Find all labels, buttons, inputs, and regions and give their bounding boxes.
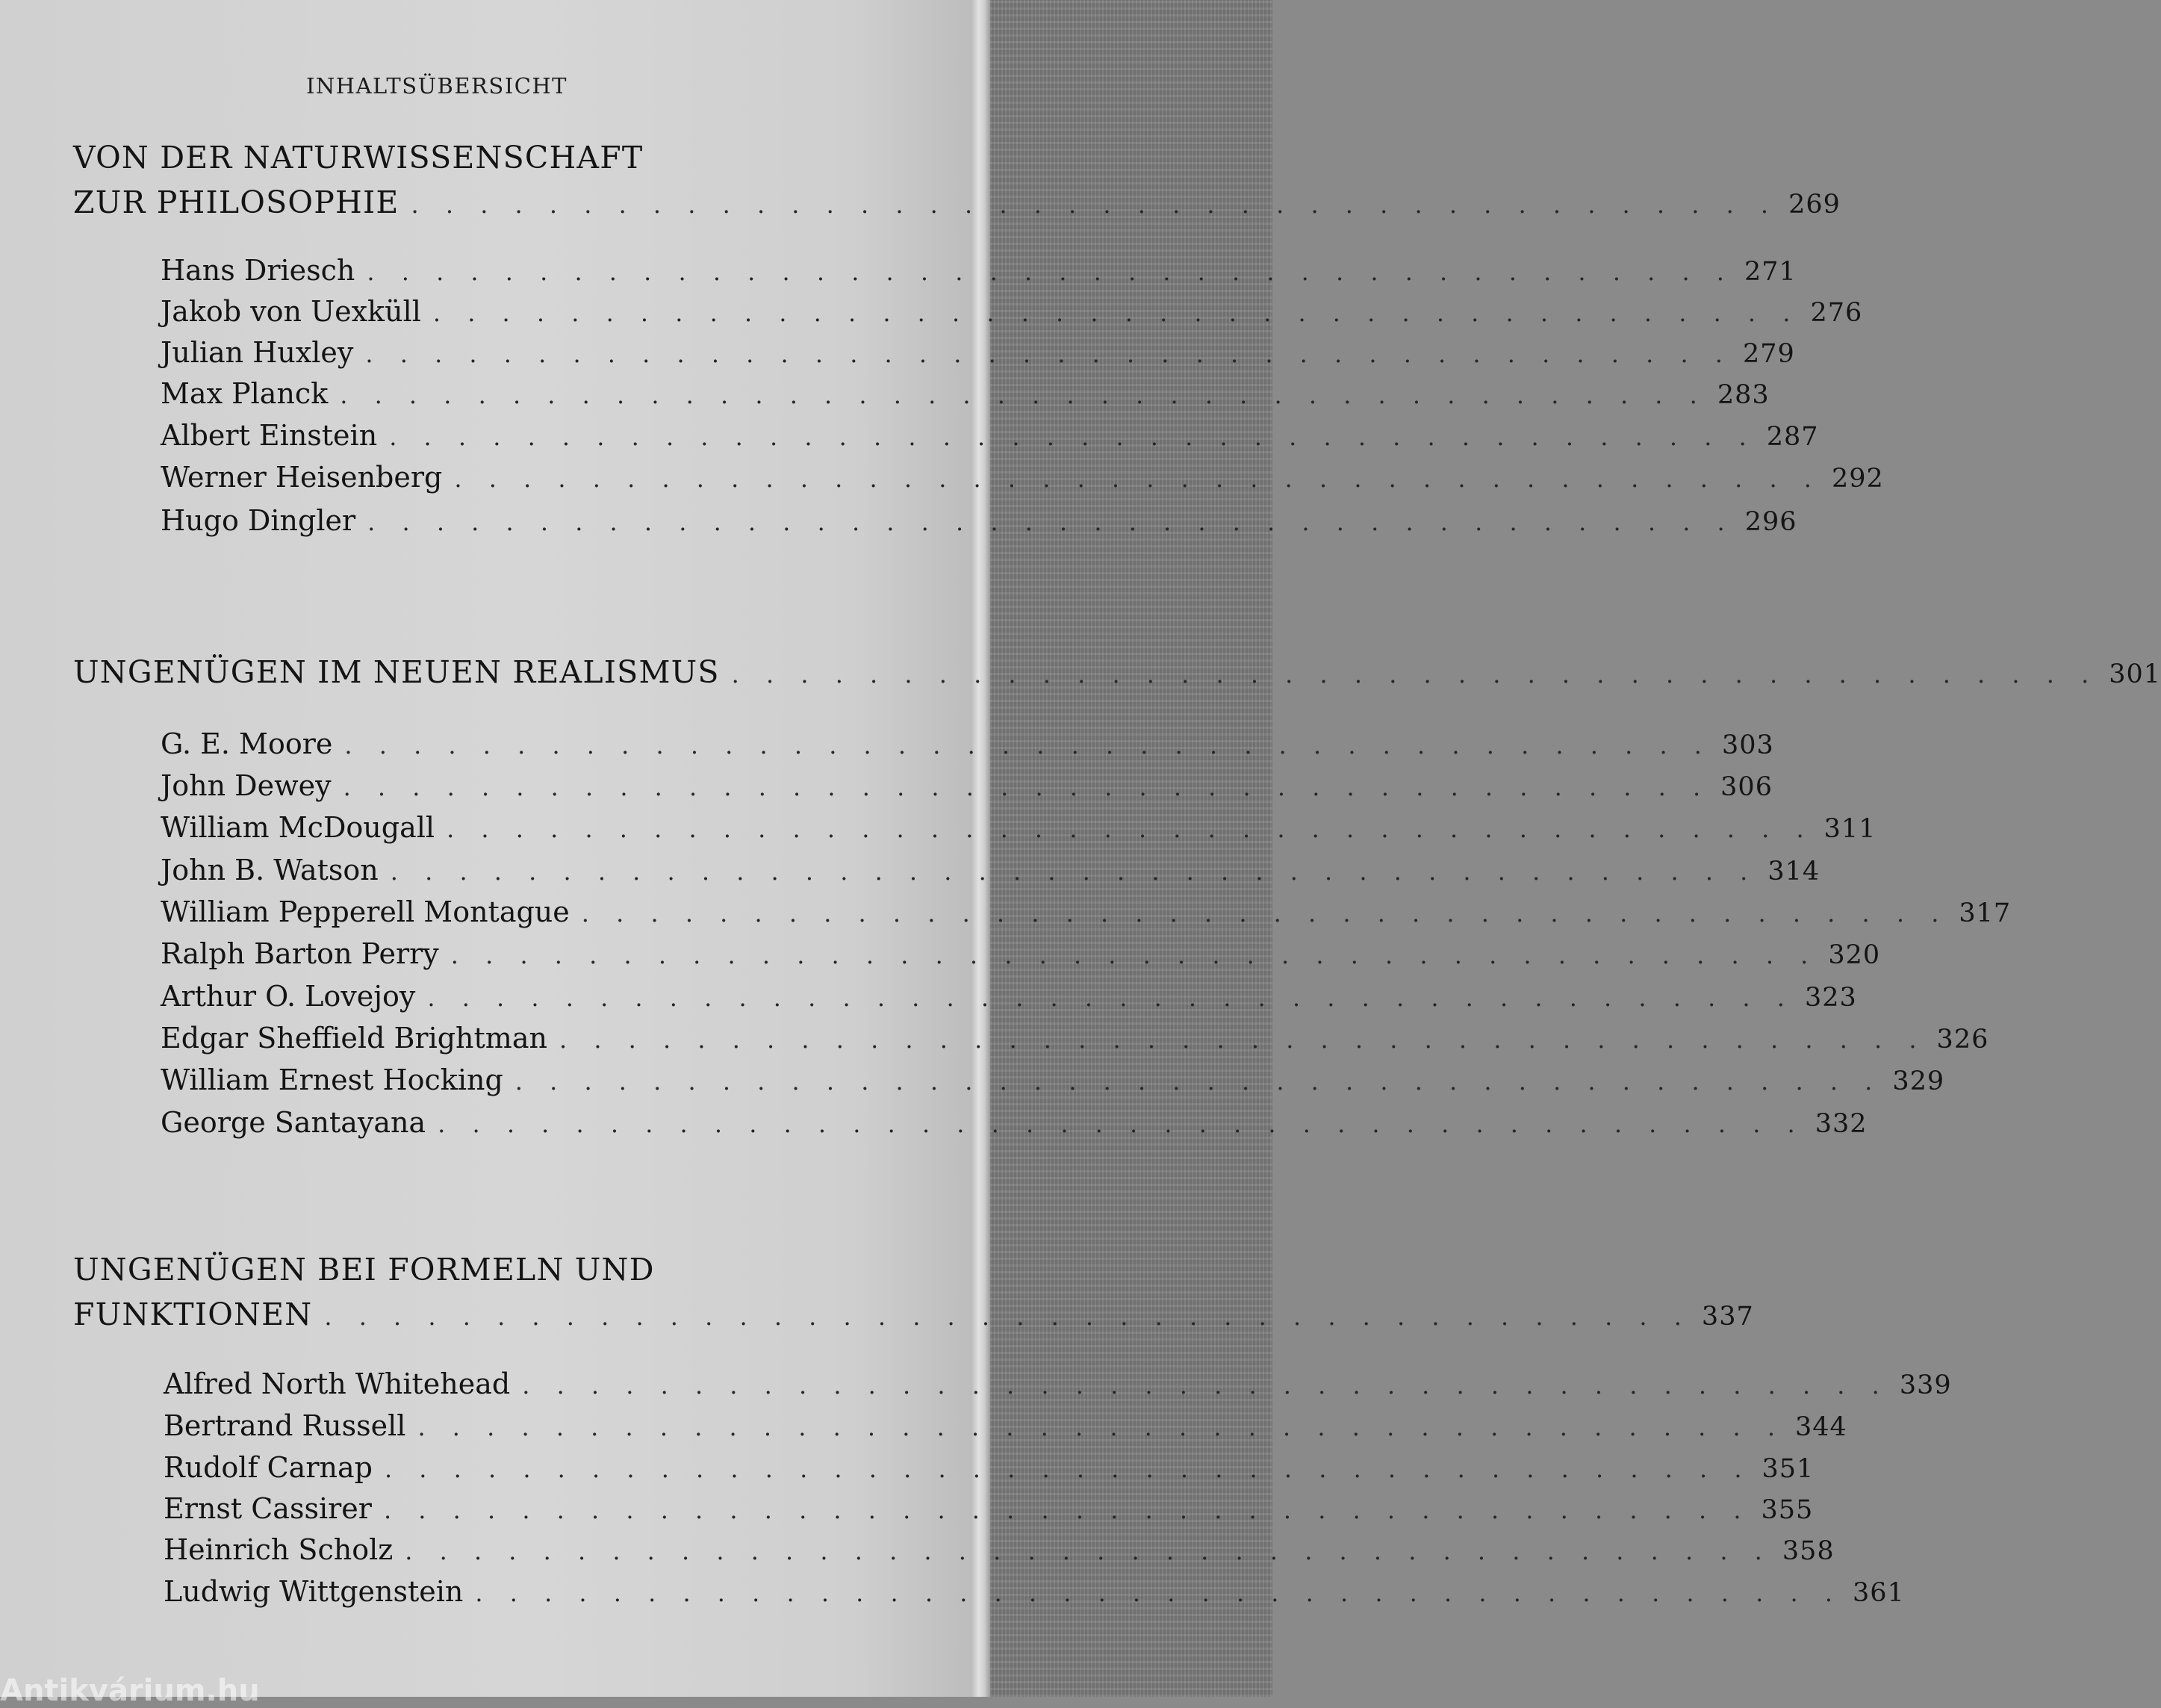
entry-name: Bertrand Russell <box>164 1409 406 1442</box>
dot-leader: . . . . . . . . . . . . . . . . . . . . . . . . . . . . . . . . . . . . . . . . <box>417 1413 1785 1441</box>
toc-entry <box>164 1575 1905 1608</box>
page-number: 344 <box>1795 1412 1847 1442</box>
toc-section-row <box>73 184 1841 220</box>
dot-leader: . . . . . . . . . . . . . . . . . . . . . . . . . . . . . . . . . . . . . . . . <box>344 731 1711 760</box>
page-number: 332 <box>1815 1109 1868 1139</box>
entry-name: Hans Driesch <box>161 254 355 287</box>
section-title-line: FUNKTIONEN <box>73 1296 313 1332</box>
entry-name: Heinrich Scholz <box>164 1533 394 1566</box>
dot-leader: . . . . . . . . . . . . . . . . . . . . . . . . . . . . . . . . . . . . . . . . <box>411 190 1779 219</box>
section-title-line: UNGENÜGEN BEI FORMELN UND <box>73 1252 655 1288</box>
toc-entry <box>161 895 2012 928</box>
dot-leader: . . . . . . . . . . . . . . . . . . . . . . . . . . . . . . . . . . . . . . . . <box>454 465 1821 493</box>
dot-leader: . . . . . . . . . . . . . . . . . . . . . . . . . . . . . . . . . . . . . . . . <box>324 1302 1691 1331</box>
toc-entry <box>164 1409 1847 1442</box>
dot-leader: . . . . . . . . . . . . . . . . . . . . . . . . . . . . . . . . . . . . . . . . <box>367 508 1735 536</box>
dot-leader: . . . . . . . . . . . . . . . . . . . . . . . . . . . . . . . . . . . . . . . . <box>514 1067 1882 1096</box>
dot-leader: . . . . . . . . . . . . . . . . . . . . . . . . . . . . . . . . . . . . . . . . <box>405 1537 1772 1565</box>
toc-entry <box>161 1063 1945 1096</box>
section-title-line: ZUR PHILOSOPHIE <box>73 184 399 220</box>
toc-entry <box>161 937 1881 970</box>
dot-leader: . . . . . . . . . . . . . . . . . . . . . . . . . . . . . . . . . . . . . . . . <box>731 660 2099 689</box>
dot-leader: . . . . . . . . . . . . . . . . . . . . . . . . . . . . . . . . . . . . . . . . <box>383 1496 1751 1524</box>
dot-leader: . . . . . . . . . . . . . . . . . . . . . . . . . . . . . . . . . . . . . . . . <box>559 1025 1927 1054</box>
dot-leader: . . . . . . . . . . . . . . . . . . . . . . . . . . . . . . . . . . . . . . . . <box>438 1110 1805 1138</box>
page-number: 339 <box>1899 1370 1952 1400</box>
entry-name: Edgar Sheffield Brightman <box>161 1022 547 1055</box>
toc-entry <box>161 295 1863 328</box>
running-head: INHALTSÜBERSICHT <box>305 73 568 99</box>
section-title-line: UNGENÜGEN IM NEUEN REALISMUS <box>73 654 720 690</box>
entry-name: Hugo Dingler <box>161 504 356 537</box>
page-number: 314 <box>1767 857 1820 886</box>
page-number: 269 <box>1788 190 1841 220</box>
dot-leader: . . . . . . . . . . . . . . . . . . . . . . . . . . . . . . . . . . . . . . . . <box>367 258 1734 286</box>
entry-name: Werner Heisenberg <box>161 461 443 494</box>
page-edge <box>971 0 990 1697</box>
toc-entry <box>164 1451 1815 1484</box>
toc-entry <box>161 854 1820 886</box>
entry-name: Albert Einstein <box>161 419 378 452</box>
entry-name: Arthur O. Lovejoy <box>161 980 416 1013</box>
toc-entry <box>161 254 1797 287</box>
page-number: 358 <box>1782 1536 1835 1566</box>
entry-name: William McDougall <box>161 811 435 844</box>
toc-entry <box>161 336 1795 369</box>
page-number: 320 <box>1828 940 1881 970</box>
dot-leader: . . . . . . . . . . . . . . . . . . . . . . . . . . . . . . . . . . . . . . . . <box>522 1371 1889 1400</box>
toc-entry <box>161 769 1773 802</box>
toc-section-row <box>73 654 2161 690</box>
section-title-line: VON DER NATURWISSENSCHAFT <box>73 140 644 176</box>
page-number: 311 <box>1823 814 1877 844</box>
dot-leader: . . . . . . . . . . . . . . . . . . . . . . . . . . . . . . . . . . . . . . . . <box>389 423 1756 451</box>
page-number: 287 <box>1766 422 1819 452</box>
toc-section-row <box>73 1296 1754 1332</box>
entry-name: George Santayana <box>161 1106 426 1139</box>
page-number: 361 <box>1852 1578 1905 1608</box>
dot-leader: . . . . . . . . . . . . . . . . . . . . . . . . . . . . . . . . . . . . . . . . <box>475 1579 1842 1607</box>
dot-leader: . . . . . . . . . . . . . . . . . . . . . . . . . . . . . . . . . . . . . . . . <box>432 299 1800 327</box>
entry-name: William Ernest Hocking <box>161 1063 503 1096</box>
toc-entry <box>161 811 1877 844</box>
page-number: 355 <box>1761 1495 1814 1525</box>
page-number: 301 <box>2109 659 2161 689</box>
toc-entry <box>164 1367 1952 1400</box>
dot-leader: . . . . . . . . . . . . . . . . . . . . . . . . . . . . . . . . . . . . . . . . <box>447 815 1814 843</box>
toc-entry <box>161 1106 1868 1139</box>
book-page <box>0 0 971 1708</box>
dot-leader: . . . . . . . . . . . . . . . . . . . . . . . . . . . . . . . . . . . . . . . . <box>450 941 1818 969</box>
page-number: 326 <box>1936 1025 1989 1055</box>
page-number: 276 <box>1810 298 1863 328</box>
book-cover-background <box>990 0 1272 1697</box>
page-number: 271 <box>1744 257 1797 287</box>
entry-name: G. E. Moore <box>161 727 333 760</box>
page-number: 303 <box>1721 730 1774 760</box>
toc-entry <box>161 504 1797 537</box>
dot-leader: . . . . . . . . . . . . . . . . . . . . . . . . . . . . . . . . . . . . . . . . <box>384 1455 1752 1483</box>
entry-name: Julian Huxley <box>161 336 354 369</box>
page-number: 323 <box>1804 983 1857 1013</box>
page-number: 329 <box>1892 1066 1945 1096</box>
entry-name: Rudolf Carnap <box>164 1451 373 1484</box>
entry-name: William Pepperell Montague <box>161 895 570 928</box>
toc-entry <box>161 419 1819 452</box>
dot-leader: . . . . . . . . . . . . . . . . . . . . . . . . . . . . . . . . . . . . . . . . <box>390 857 1758 886</box>
entry-name: Max Planck <box>161 377 329 410</box>
page-number: 292 <box>1831 464 1884 494</box>
toc-entry <box>161 980 1857 1013</box>
entry-name: John Dewey <box>161 769 332 802</box>
page-number: 283 <box>1717 380 1770 410</box>
entry-name: John B. Watson <box>161 854 379 886</box>
page-number: 296 <box>1744 507 1797 537</box>
toc-entry <box>164 1492 1814 1525</box>
toc-entry <box>161 461 1884 494</box>
toc-entry <box>161 1022 1989 1055</box>
toc-entry <box>161 727 1774 760</box>
dot-leader: . . . . . . . . . . . . . . . . . . . . . . . . . . . . . . . . . . . . . . . . <box>427 984 1794 1012</box>
toc-entry <box>161 377 1770 410</box>
entry-name: Ralph Barton Perry <box>161 937 439 970</box>
dot-leader: . . . . . . . . . . . . . . . . . . . . . . . . . . . . . . . . . . . . . . . . <box>340 381 1707 409</box>
page-number: 317 <box>1959 898 2012 928</box>
page-number: 279 <box>1742 339 1795 369</box>
dot-leader: . . . . . . . . . . . . . . . . . . . . . . . . . . . . . . . . . . . . . . . . <box>581 899 1949 928</box>
page-number: 306 <box>1720 772 1773 802</box>
entry-name: Ernst Cassirer <box>164 1492 372 1525</box>
toc-entry <box>164 1533 1835 1566</box>
watermark: Antikvárium.hu <box>0 1674 260 1708</box>
page-number: 337 <box>1701 1302 1754 1332</box>
entry-name: Jakob von Uexküll <box>161 295 421 328</box>
page-number: 351 <box>1762 1454 1815 1484</box>
dot-leader: . . . . . . . . . . . . . . . . . . . . . . . . . . . . . . . . . . . . . . . . <box>365 340 1732 368</box>
entry-name: Alfred North Whitehead <box>164 1367 511 1400</box>
dot-leader: . . . . . . . . . . . . . . . . . . . . . . . . . . . . . . . . . . . . . . . . <box>343 773 1711 801</box>
entry-name: Ludwig Wittgenstein <box>164 1575 464 1608</box>
